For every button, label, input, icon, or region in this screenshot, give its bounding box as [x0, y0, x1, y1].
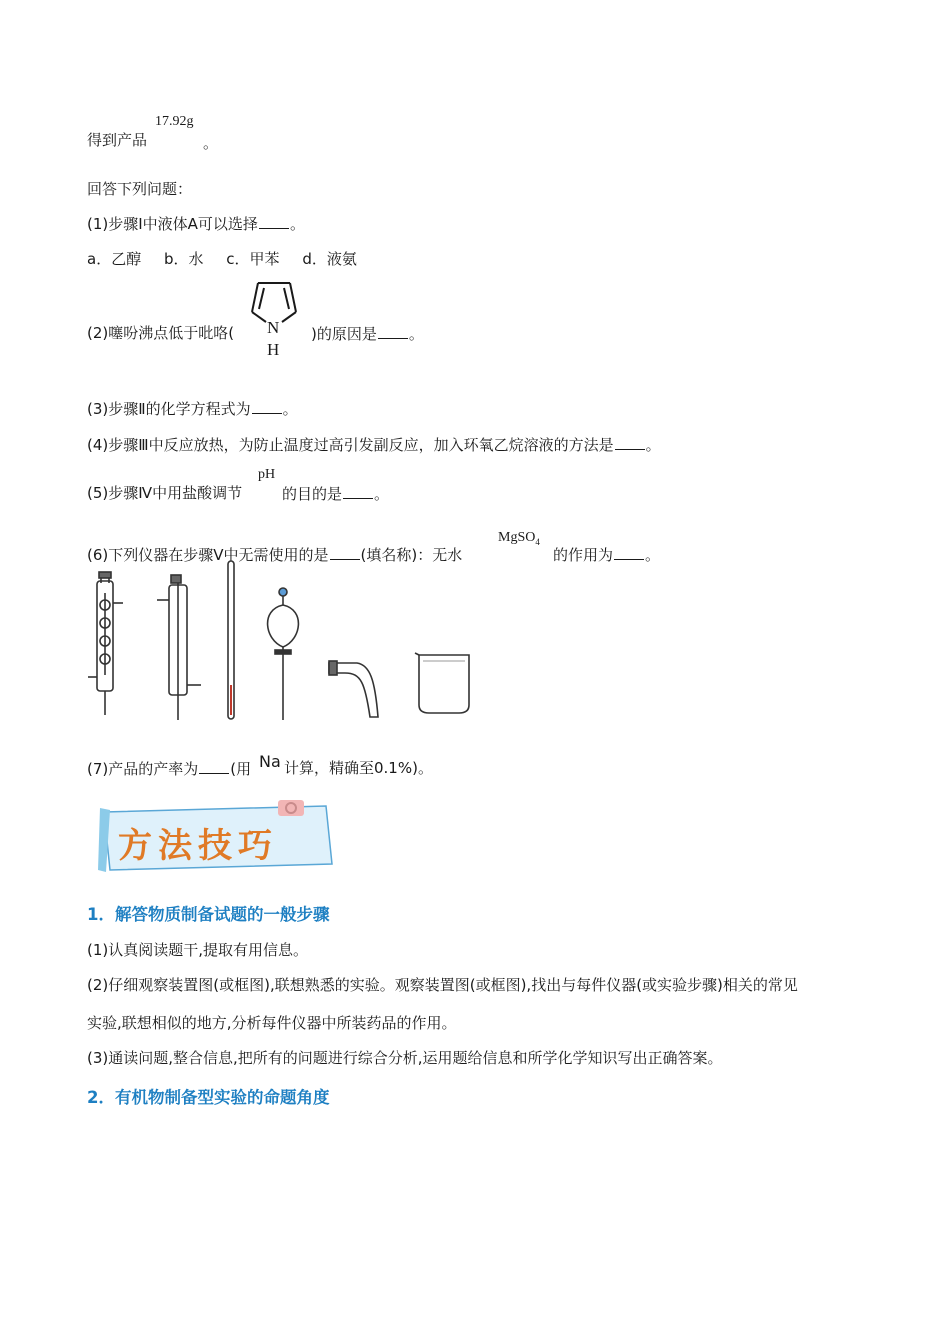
question-3: [87, 398, 298, 419]
na-label: Na: [259, 752, 281, 771]
product-mass: 17.92g: [155, 114, 194, 129]
option-a: a．乙醇: [87, 250, 142, 268]
paragraph-1: (1)认真阅读题干,提取有用信息。: [87, 941, 309, 959]
question-1-end: 。: [289, 215, 305, 233]
question-5: [87, 483, 242, 503]
separatory-funnel-icon: [268, 588, 299, 720]
bulb-condenser-icon: [88, 572, 123, 715]
question-2: [87, 323, 234, 343]
adapter-icon: [329, 661, 378, 717]
question-2-tail: [311, 323, 424, 344]
question-5-tail: [282, 483, 389, 504]
answer-blank: [615, 434, 645, 450]
banner-title: 方法技巧: [118, 826, 278, 866]
option-b: b．水: [163, 250, 204, 268]
mgso4-label: [498, 530, 540, 547]
question-3-end: 。: [282, 400, 298, 418]
question-1: [87, 213, 305, 234]
text-line-product: [87, 130, 147, 150]
question-6-text: (6)下列仪器在步骤Ⅴ中无需使用的是: [87, 546, 329, 564]
answer-blank: [199, 758, 229, 774]
thermometer-icon: [228, 561, 234, 719]
question-2-text-2: )的原因是: [311, 325, 377, 343]
paragraph-2-line-2: 实验,联想相似的地方,分析每件仪器中所装药品的作用。: [87, 1014, 457, 1032]
question-1-text: (1)步骤Ⅰ中液体A可以选择: [87, 215, 258, 233]
question-6-text-3: 的作用为: [553, 546, 614, 564]
beaker-icon: [415, 653, 469, 713]
question-7-tail: 计算，精确至0.1%)。: [284, 759, 433, 777]
question-5-text: (5)步骤Ⅳ中用盐酸调节: [87, 484, 243, 502]
question-7: [87, 758, 251, 779]
answer-blank: [343, 483, 373, 499]
question-6-tail: [553, 544, 660, 565]
section-heading-1: 1．解答物质制备试题的一般步骤: [87, 905, 330, 924]
section-heading-2: 2．有机物制备型实验的命题角度: [87, 1088, 330, 1107]
question-2-end: 。: [408, 325, 424, 343]
option-c: c．甲苯: [226, 250, 280, 268]
lab-instruments-figure: [85, 555, 485, 730]
options-row: [87, 249, 357, 269]
question-7-text: (7)产品的产率为: [87, 760, 199, 778]
method-tips-banner: [96, 798, 336, 874]
question-3-text: (3)步骤Ⅱ的化学方程式为: [87, 400, 251, 418]
question-4-text: (4)步骤Ⅲ中反应放热，为防止温度过高引发副反应，加入环氧乙烷溶液的方法是: [87, 436, 614, 454]
answer-blank: [378, 323, 408, 339]
text-period: 。: [203, 134, 219, 152]
text-answer-prompt: 回答下列问题：: [87, 180, 193, 198]
answer-blank: [614, 544, 644, 560]
question-5-end: 。: [374, 485, 390, 503]
mgso4-formula: MgSO: [498, 530, 536, 545]
paragraph-3: (3)通读问题,整合信息,把所有的问题进行综合分析,运用题给信息和所学化学知识写出正确答案。: [87, 1049, 723, 1067]
question-5-text-2: 的目的是: [282, 485, 343, 503]
text-product-label: 得到产品: [87, 131, 148, 149]
question-6-end: 。: [645, 546, 661, 564]
answer-blank: [252, 398, 282, 414]
question-4-end: 。: [645, 436, 661, 454]
pyrrole-h-label: H: [267, 340, 280, 359]
ph-label: pH: [258, 467, 276, 482]
paragraph-2-line-1: (2)仔细观察装置图(或框图),联想熟悉的实验。观察装置图(或框图),找出与每件仪器(或实验步骤)相关的常见: [87, 976, 798, 994]
pyrrole-n-label: N: [267, 318, 280, 337]
mgso4-subscript: 4: [535, 536, 540, 547]
question-4: [87, 434, 661, 455]
question-2-text: (2)噻吩沸点低于吡咯(: [87, 324, 235, 342]
straight-condenser-icon: [157, 575, 201, 720]
question-7-text-2: (用: [230, 760, 252, 778]
answer-blank: [259, 213, 289, 229]
option-d: d．液氨: [302, 250, 357, 268]
question-6-text-2: (填名称)：无水: [360, 546, 463, 564]
